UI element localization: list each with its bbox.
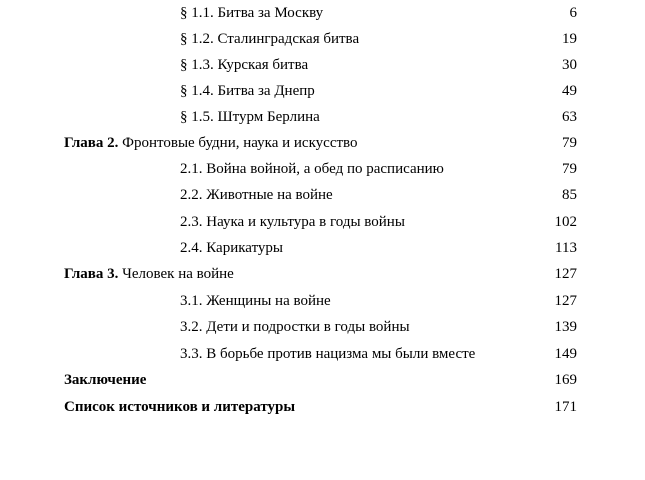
toc-entry-label: § 1.4. Битва за Днепр bbox=[180, 83, 315, 99]
toc-entry-page: 171 bbox=[554, 399, 577, 415]
toc-entry-page: 30 bbox=[562, 57, 577, 73]
toc-chapter-title: Фронтовые будни, наука и искусство bbox=[122, 135, 358, 151]
toc-entry-page: 79 bbox=[562, 161, 577, 177]
toc-entry-1-5 bbox=[0, 106, 645, 128]
toc-chapter-heading bbox=[64, 132, 358, 154]
toc-entry-1-4 bbox=[0, 80, 645, 102]
toc-entry-1-3 bbox=[0, 54, 645, 76]
toc-entry-3-1 bbox=[0, 290, 645, 312]
toc-entry-label: Список источников и литературы bbox=[64, 399, 296, 415]
toc-entry-label: 2.2. Животные на войне bbox=[180, 187, 333, 203]
toc-conclusion bbox=[0, 369, 645, 391]
toc-chapter-2 bbox=[0, 132, 645, 154]
toc-entry-2-1 bbox=[0, 158, 645, 180]
toc-chapter-heading bbox=[64, 263, 234, 285]
toc-entry-page: 169 bbox=[554, 372, 577, 388]
toc-entry-label: 3.2. Дети и подростки в годы войны bbox=[180, 319, 410, 335]
toc-entry-page: 19 bbox=[562, 31, 577, 47]
toc-entry-label: § 1.5. Штурм Берлина bbox=[180, 109, 320, 125]
toc-entry-2-4 bbox=[0, 237, 645, 259]
toc-sources bbox=[0, 396, 645, 418]
toc-entry-page: 102 bbox=[554, 214, 577, 230]
toc-entry-page: 127 bbox=[554, 266, 577, 282]
toc-chapter-title: Человек на войне bbox=[122, 266, 234, 282]
toc-entry-page: 79 bbox=[562, 135, 577, 151]
toc-entry-label: § 1.3. Курская битва bbox=[180, 57, 309, 73]
toc-entry-label: 3.3. В борьбе против нацизма мы были вместе bbox=[180, 346, 476, 362]
toc-entry-1-1 bbox=[0, 2, 645, 24]
toc-entry-3-3 bbox=[0, 343, 645, 365]
toc-entry-2-3 bbox=[0, 211, 645, 233]
toc-entry-2-2 bbox=[0, 184, 645, 206]
toc-entry-label: § 1.1. Битва за Москву bbox=[180, 5, 324, 21]
toc-entry-page: 63 bbox=[562, 109, 577, 125]
toc-chapter-prefix: Глава 2. bbox=[64, 135, 119, 151]
toc-entry-3-2 bbox=[0, 316, 645, 338]
toc-entry-page: 113 bbox=[555, 240, 577, 256]
toc-entry-1-2 bbox=[0, 28, 645, 50]
toc-entry-label: 2.1. Война войной, а обед по расписанию bbox=[180, 161, 444, 177]
toc-entry-label: Заключение bbox=[64, 372, 147, 388]
toc-entry-label: § 1.2. Сталинградская битва bbox=[180, 31, 360, 47]
toc-entry-page: 6 bbox=[569, 5, 577, 21]
toc-entry-label: 2.3. Наука и культура в годы войны bbox=[180, 214, 405, 230]
toc-entry-label: 2.4. Карикатуры bbox=[180, 240, 284, 256]
toc-entry-page: 85 bbox=[562, 187, 577, 203]
toc-entry-page: 139 bbox=[554, 319, 577, 335]
toc-entry-label: 3.1. Женщины на войне bbox=[180, 293, 331, 309]
toc-entry-page: 49 bbox=[562, 83, 577, 99]
toc-chapter-3 bbox=[0, 263, 645, 285]
toc-chapter-prefix: Глава 3. bbox=[64, 266, 119, 282]
toc-entry-page: 149 bbox=[554, 346, 577, 362]
toc-entry-page: 127 bbox=[554, 293, 577, 309]
